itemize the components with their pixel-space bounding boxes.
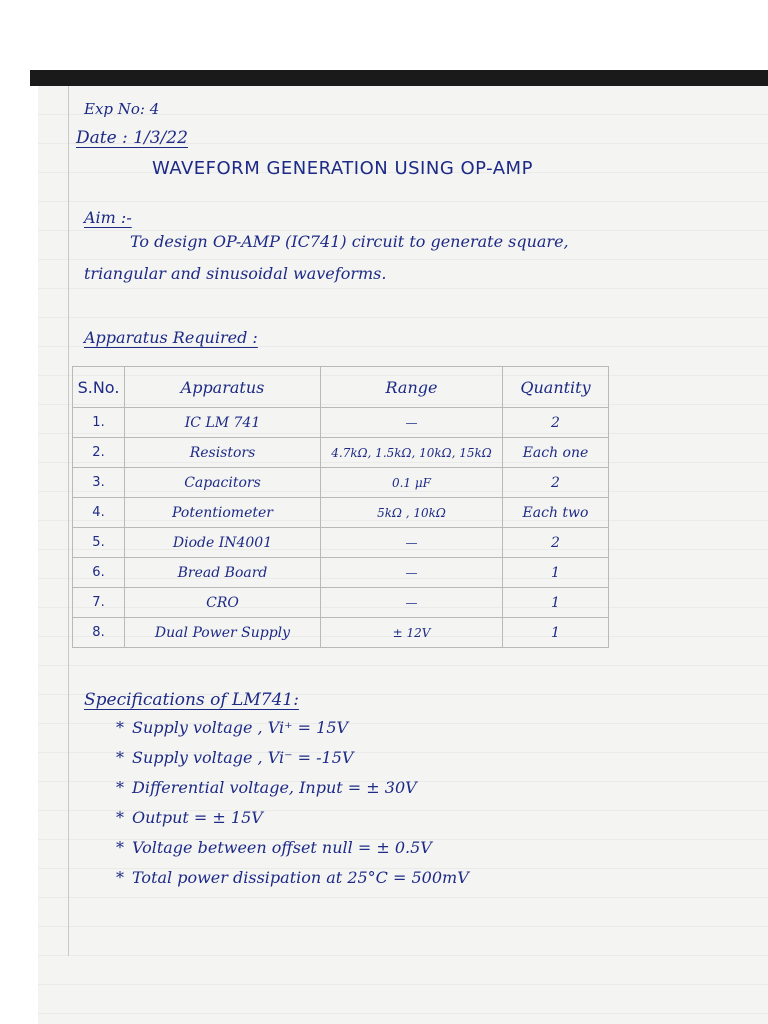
asterisk-bullet: * <box>116 838 124 857</box>
table-row <box>73 588 609 618</box>
cell-quantity: 2 <box>503 528 609 558</box>
table-row <box>73 438 609 468</box>
cell-range: 5kΩ , 10kΩ <box>321 498 503 528</box>
apparatus-table <box>72 366 609 648</box>
list-item <box>116 838 469 868</box>
asterisk-bullet: * <box>116 808 124 827</box>
cell-apparatus: Bread Board <box>125 558 321 588</box>
cell-sno: 2. <box>73 438 125 468</box>
cell-sno: 1. <box>73 408 125 438</box>
specifications-list <box>116 718 469 898</box>
margin-line <box>68 86 69 956</box>
cell-quantity: 1 <box>503 588 609 618</box>
spec-text: Voltage between offset null = ± 0.5V <box>132 838 432 857</box>
asterisk-bullet: * <box>116 778 124 797</box>
list-item <box>116 718 469 748</box>
page-top-edge <box>30 70 768 86</box>
cell-quantity: 1 <box>503 558 609 588</box>
specifications-heading: Specifications of LM741: <box>84 690 299 710</box>
cell-range: — <box>321 588 503 618</box>
cell-quantity: Each one <box>503 438 609 468</box>
cell-range: 4.7kΩ, 1.5kΩ, 10kΩ, 15kΩ <box>321 438 503 468</box>
cell-quantity: 2 <box>503 468 609 498</box>
experiment-date: Date : 1/3/22 <box>76 128 188 148</box>
asterisk-bullet: * <box>116 868 124 887</box>
list-item <box>116 748 469 778</box>
list-item <box>116 868 469 898</box>
column-header-quantity: Quantity <box>503 367 609 408</box>
aim-text-line-1: To design OP-AMP (IC741) circuit to generate square, <box>130 232 569 251</box>
table-row <box>73 618 609 648</box>
table-row <box>73 528 609 558</box>
aim-text-line-2: triangular and sinusoidal waveforms. <box>84 264 387 283</box>
cell-range: — <box>321 528 503 558</box>
list-item <box>116 778 469 808</box>
cell-quantity: Each two <box>503 498 609 528</box>
experiment-number: Exp No: 4 <box>84 100 160 118</box>
list-item <box>116 808 469 838</box>
cell-sno: 3. <box>73 468 125 498</box>
cell-apparatus: Dual Power Supply <box>125 618 321 648</box>
cell-range: — <box>321 408 503 438</box>
spec-text: Output = ± 15V <box>132 808 263 827</box>
cell-sno: 6. <box>73 558 125 588</box>
spec-text: Differential voltage, Input = ± 30V <box>132 778 417 797</box>
spec-text: Supply voltage , Vi⁻ = -15V <box>132 748 354 767</box>
cell-quantity: 2 <box>503 408 609 438</box>
cell-apparatus: Potentiometer <box>125 498 321 528</box>
table-row <box>73 498 609 528</box>
cell-range: ± 12V <box>321 618 503 648</box>
page-title: WAVEFORM GENERATION USING OP-AMP <box>152 158 533 179</box>
cell-range: — <box>321 558 503 588</box>
cell-apparatus: IC LM 741 <box>125 408 321 438</box>
cell-sno: 5. <box>73 528 125 558</box>
apparatus-heading: Apparatus Required : <box>84 328 258 347</box>
cell-apparatus: Resistors <box>125 438 321 468</box>
cell-apparatus: CRO <box>125 588 321 618</box>
cell-range: 0.1 μF <box>321 468 503 498</box>
cell-quantity: 1 <box>503 618 609 648</box>
table-row <box>73 468 609 498</box>
spec-text: Total power dissipation at 25°C = 500mV <box>132 868 469 887</box>
cell-sno: 8. <box>73 618 125 648</box>
spec-text: Supply voltage , Vi⁺ = 15V <box>132 718 349 737</box>
cell-sno: 7. <box>73 588 125 618</box>
asterisk-bullet: * <box>116 748 124 767</box>
table-header-row <box>73 367 609 408</box>
table-row <box>73 558 609 588</box>
asterisk-bullet: * <box>116 718 124 737</box>
cell-apparatus: Capacitors <box>125 468 321 498</box>
cell-apparatus: Diode IN4001 <box>125 528 321 558</box>
table-row <box>73 408 609 438</box>
aim-heading: Aim :- <box>84 208 132 227</box>
column-header-range: Range <box>321 367 503 408</box>
column-header-apparatus: Apparatus <box>125 367 321 408</box>
cell-sno: 4. <box>73 498 125 528</box>
column-header-sno: S.No. <box>73 367 125 408</box>
